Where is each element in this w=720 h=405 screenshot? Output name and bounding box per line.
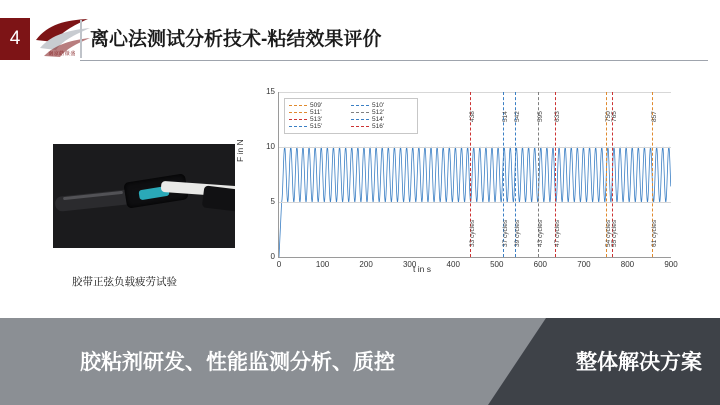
legend-item bbox=[289, 116, 345, 123]
legend-item bbox=[289, 109, 345, 116]
legend-item bbox=[351, 123, 407, 130]
company-logo-text: 南京皓薇盛 bbox=[48, 51, 76, 57]
legend-dash-icon bbox=[351, 126, 369, 127]
fatigue-chart bbox=[226, 84, 694, 284]
legend-dash-icon bbox=[351, 119, 369, 120]
annotation-value: 857 bbox=[651, 111, 659, 122]
page-title: 离心法测试分析技术-粘结效果评价 bbox=[90, 29, 382, 50]
legend-label: 512' bbox=[372, 109, 385, 116]
x-tick-label: 100 bbox=[315, 260, 330, 269]
specimen-photo bbox=[53, 144, 235, 248]
x-tick-label: 300 bbox=[402, 260, 417, 269]
annotation-cycles: 61 cycles bbox=[651, 219, 659, 247]
annotation-cycles: 43 cycles bbox=[537, 219, 545, 247]
photo-caption: 胶带正弦负载疲劳试验 bbox=[72, 276, 177, 288]
legend-item bbox=[351, 116, 407, 123]
x-tick-label: 700 bbox=[577, 260, 591, 269]
slide-footer bbox=[0, 318, 720, 405]
annotation-cycles: 47 cycles bbox=[553, 219, 561, 247]
x-tick-label: 200 bbox=[359, 260, 373, 269]
legend-item bbox=[351, 102, 407, 109]
legend-label: 516' bbox=[372, 123, 385, 130]
annotation-value: 750 bbox=[604, 111, 612, 122]
legend-dash-icon bbox=[351, 112, 369, 113]
legend-item bbox=[289, 102, 345, 109]
x-tick-label: 600 bbox=[533, 260, 548, 269]
x-tick-label: 0 bbox=[276, 260, 282, 269]
legend-item bbox=[351, 109, 407, 116]
title-divider bbox=[80, 60, 708, 61]
legend-label: 510' bbox=[372, 102, 385, 109]
y-axis-label: F in N bbox=[235, 139, 245, 162]
annotation-cycles: 55 cycles bbox=[611, 219, 619, 247]
legend-row bbox=[289, 109, 413, 116]
footer-left-text: 胶粘剂研发、性能监测分析、质控 bbox=[80, 351, 395, 374]
page-number: 4 bbox=[9, 28, 21, 49]
x-tick-label: 800 bbox=[620, 260, 635, 269]
annotation-cycles: 39 cycles bbox=[514, 219, 522, 247]
slide-header bbox=[0, 0, 720, 78]
legend-label: 513' bbox=[310, 116, 323, 123]
annotation-value: 438 bbox=[468, 111, 476, 122]
annotation-cycles: 37 cycles bbox=[501, 219, 509, 247]
legend-label: 509' bbox=[310, 102, 323, 109]
x-tick-label: 900 bbox=[664, 260, 678, 269]
annotation-cycles: 33 cycles bbox=[468, 219, 476, 247]
chart-legend bbox=[284, 98, 418, 134]
annotation-cycles: 54 cycles bbox=[604, 219, 612, 247]
legend-dash-icon bbox=[289, 119, 307, 120]
annotation-value: 633 bbox=[553, 111, 561, 122]
annotation-value: 765 bbox=[611, 111, 619, 122]
legend-dash-icon bbox=[289, 126, 307, 127]
legend-label: 515' bbox=[310, 123, 323, 130]
footer-right-text: 整体解决方案 bbox=[576, 351, 702, 374]
y-tick-label: 15 bbox=[266, 87, 275, 96]
legend-dash-icon bbox=[289, 112, 307, 113]
legend-dash-icon bbox=[351, 105, 369, 106]
x-tick-label: 400 bbox=[446, 260, 460, 269]
legend-label: 514' bbox=[372, 116, 385, 123]
legend-dash-icon bbox=[289, 105, 307, 106]
annotation-value: 595 bbox=[537, 111, 545, 122]
x-axis-label: t in s bbox=[413, 264, 431, 274]
y-tick-label: 10 bbox=[266, 142, 275, 151]
legend-row bbox=[289, 102, 413, 109]
x-tick-label: 500 bbox=[490, 260, 504, 269]
slide-body bbox=[0, 78, 720, 318]
y-tick-label: 0 bbox=[270, 252, 275, 261]
legend-label: 511' bbox=[310, 109, 322, 116]
annotation-value: 542 bbox=[514, 111, 522, 122]
legend-row bbox=[289, 116, 413, 123]
y-tick-label: 5 bbox=[270, 197, 275, 206]
annotation-value: 514 bbox=[501, 111, 509, 122]
title-accent-bar bbox=[80, 20, 82, 58]
legend-row bbox=[289, 123, 413, 130]
legend-item bbox=[289, 123, 345, 130]
